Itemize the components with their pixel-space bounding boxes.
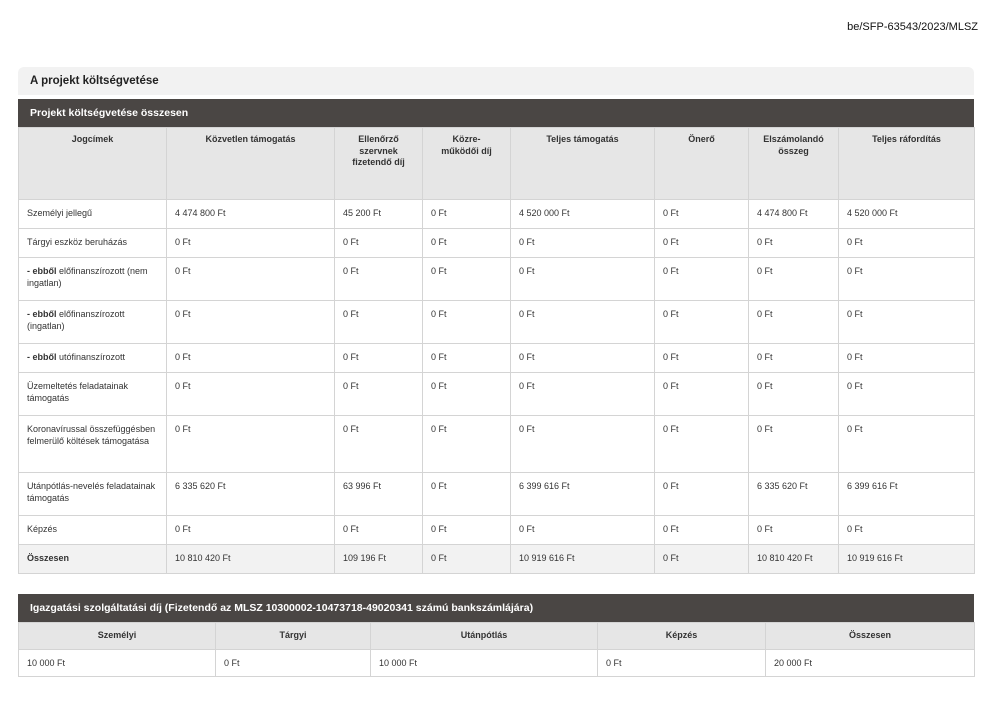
table-cell: 0 Ft xyxy=(655,258,749,301)
fees-cell: 10 000 Ft xyxy=(371,649,598,676)
section-title: A projekt költségvetése xyxy=(18,67,974,95)
table-cell: 0 Ft xyxy=(335,516,423,545)
table-cell: 0 Ft xyxy=(167,373,335,416)
table-cell: 0 Ft xyxy=(655,229,749,258)
table-cell: 63 996 Ft xyxy=(335,473,423,516)
total-label: Összesen xyxy=(19,545,167,574)
table-cell: 6 399 616 Ft xyxy=(839,473,975,516)
table-row xyxy=(19,516,975,545)
table-cell: 0 Ft xyxy=(511,344,655,373)
table-cell: 0 Ft xyxy=(839,301,975,344)
table-row xyxy=(19,258,975,301)
table-cell: 0 Ft xyxy=(423,373,511,416)
total-row xyxy=(19,545,975,574)
table-cell: 0 Ft xyxy=(839,416,975,473)
row-label xyxy=(19,258,167,301)
table-cell: 0 Ft xyxy=(335,344,423,373)
fees-table xyxy=(18,622,975,677)
total-cell: 10 919 616 Ft xyxy=(511,545,655,574)
table-row xyxy=(19,344,975,373)
table-row xyxy=(19,200,975,229)
fees-col-header: Képzés xyxy=(598,623,766,650)
row-label-text: Képzés xyxy=(27,524,58,534)
col-header: Közvetlen támogatás xyxy=(167,128,335,200)
table-cell: 0 Ft xyxy=(423,229,511,258)
table-cell: 0 Ft xyxy=(839,258,975,301)
col-header: Elszámolandó összeg xyxy=(749,128,839,200)
table-cell: 4 474 800 Ft xyxy=(749,200,839,229)
table-cell: 0 Ft xyxy=(423,344,511,373)
row-label-text: Üzemeltetés feladatainak támogatás xyxy=(27,381,129,404)
table-cell: 0 Ft xyxy=(511,301,655,344)
fees-col-header: Tárgyi xyxy=(216,623,371,650)
table-cell: 4 520 000 Ft xyxy=(511,200,655,229)
row-label-text: Személyi jellegű xyxy=(27,208,93,218)
table-cell: 0 Ft xyxy=(335,258,423,301)
table-cell: 0 Ft xyxy=(511,373,655,416)
row-label-prefix: - ebből xyxy=(27,352,57,362)
total-cell: 0 Ft xyxy=(655,545,749,574)
row-label xyxy=(19,301,167,344)
table-cell: 0 Ft xyxy=(167,301,335,344)
table-cell: 0 Ft xyxy=(167,516,335,545)
col-header: Jogcímek xyxy=(19,128,167,200)
col-header: Önerő xyxy=(655,128,749,200)
table-cell: 0 Ft xyxy=(335,373,423,416)
row-label xyxy=(19,416,167,473)
row-label xyxy=(19,373,167,416)
table-cell: 0 Ft xyxy=(839,516,975,545)
budget-title: Projekt költségvetése összesen xyxy=(18,99,974,127)
table-cell: 0 Ft xyxy=(423,416,511,473)
row-label-text: előfinanszírozott (ingatlan) xyxy=(27,309,125,332)
fees-col-header: Személyi xyxy=(19,623,216,650)
table-cell: 4 520 000 Ft xyxy=(839,200,975,229)
table-cell: 0 Ft xyxy=(749,229,839,258)
table-cell: 6 399 616 Ft xyxy=(511,473,655,516)
table-cell: 0 Ft xyxy=(335,229,423,258)
table-cell: 6 335 620 Ft xyxy=(749,473,839,516)
table-cell: 0 Ft xyxy=(749,344,839,373)
table-cell: 0 Ft xyxy=(167,258,335,301)
fees-col-header: Összesen xyxy=(766,623,975,650)
budget-header-row xyxy=(19,128,975,200)
table-cell: 0 Ft xyxy=(655,473,749,516)
budget-block xyxy=(18,99,974,574)
table-cell: 45 200 Ft xyxy=(335,200,423,229)
fees-title: Igazgatási szolgáltatási díj (Fizetendő az MLSZ 10300002-10473718-49020341 számú bankszámlájára) xyxy=(18,594,974,622)
fees-col-header: Utánpótlás xyxy=(371,623,598,650)
col-header: Közre-működői díj xyxy=(423,128,511,200)
fees-cell: 20 000 Ft xyxy=(766,649,975,676)
table-row xyxy=(19,473,975,516)
total-cell: 10 810 420 Ft xyxy=(167,545,335,574)
fees-block xyxy=(18,594,974,677)
table-cell: 0 Ft xyxy=(655,416,749,473)
row-label xyxy=(19,229,167,258)
col-header: Teljes támogatás xyxy=(511,128,655,200)
row-label-prefix: - ebből xyxy=(27,266,57,276)
table-cell: 0 Ft xyxy=(511,516,655,545)
table-cell: 0 Ft xyxy=(167,229,335,258)
table-cell: 0 Ft xyxy=(167,416,335,473)
table-cell: 0 Ft xyxy=(655,373,749,416)
row-label-text: Tárgyi eszköz beruházás xyxy=(27,237,128,247)
table-cell: 6 335 620 Ft xyxy=(167,473,335,516)
table-cell: 0 Ft xyxy=(511,258,655,301)
document-id: be/SFP-63543/2023/MLSZ xyxy=(847,21,978,33)
table-cell: 0 Ft xyxy=(655,516,749,545)
table-row xyxy=(19,301,975,344)
row-label xyxy=(19,473,167,516)
table-cell: 0 Ft xyxy=(655,200,749,229)
table-row xyxy=(19,373,975,416)
table-cell: 0 Ft xyxy=(423,200,511,229)
table-cell: 0 Ft xyxy=(749,373,839,416)
table-row xyxy=(19,229,975,258)
table-cell: 0 Ft xyxy=(167,344,335,373)
table-cell: 0 Ft xyxy=(749,516,839,545)
table-cell: 0 Ft xyxy=(839,344,975,373)
total-cell: 0 Ft xyxy=(423,545,511,574)
row-label-prefix: - ebből xyxy=(27,309,57,319)
table-cell: 0 Ft xyxy=(423,473,511,516)
table-cell: 0 Ft xyxy=(423,301,511,344)
table-cell: 0 Ft xyxy=(749,416,839,473)
table-cell: 4 474 800 Ft xyxy=(167,200,335,229)
budget-table xyxy=(18,127,975,574)
total-cell: 10 810 420 Ft xyxy=(749,545,839,574)
table-cell: 0 Ft xyxy=(423,516,511,545)
fees-cell: 0 Ft xyxy=(216,649,371,676)
fees-cell: 10 000 Ft xyxy=(19,649,216,676)
table-cell: 0 Ft xyxy=(511,416,655,473)
row-label xyxy=(19,200,167,229)
row-label xyxy=(19,516,167,545)
col-header: Teljes ráfordítás xyxy=(839,128,975,200)
row-label-text: utófinanszírozott xyxy=(56,352,126,362)
table-cell: 0 Ft xyxy=(655,344,749,373)
table-cell: 0 Ft xyxy=(839,373,975,416)
row-label-text: Koronavírussal összefüggésben felmerülő költések támogatása xyxy=(27,424,156,447)
row-label-text: Utánpótlás-nevelés feladatainak támogatás xyxy=(27,481,156,504)
total-cell: 10 919 616 Ft xyxy=(839,545,975,574)
row-label xyxy=(19,344,167,373)
row-label-text: előfinanszírozott (nem ingatlan) xyxy=(27,266,148,289)
col-header: Ellenőrző szervnek fizetendő díj xyxy=(335,128,423,200)
table-cell: 0 Ft xyxy=(749,301,839,344)
table-cell: 0 Ft xyxy=(335,301,423,344)
table-cell: 0 Ft xyxy=(511,229,655,258)
table-cell: 0 Ft xyxy=(335,416,423,473)
fees-header-row xyxy=(19,623,975,650)
fees-cell: 0 Ft xyxy=(598,649,766,676)
table-cell: 0 Ft xyxy=(749,258,839,301)
table-cell: 0 Ft xyxy=(839,229,975,258)
table-cell: 0 Ft xyxy=(423,258,511,301)
total-cell: 109 196 Ft xyxy=(335,545,423,574)
table-row xyxy=(19,416,975,473)
table-cell: 0 Ft xyxy=(655,301,749,344)
fees-row xyxy=(19,649,975,676)
